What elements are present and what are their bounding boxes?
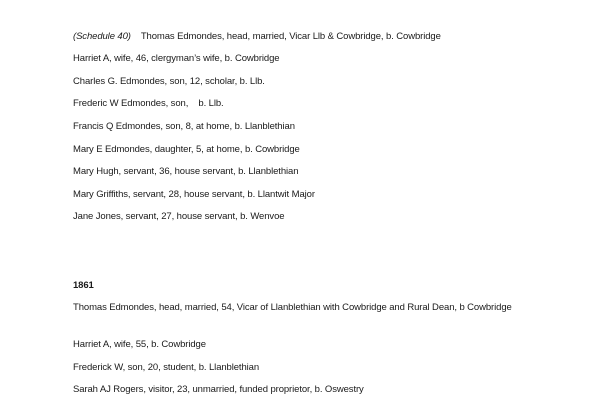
census-entry: Mary E Edmondes, daughter, 5, at home, b. Cowbridge — [73, 144, 300, 155]
census-entry: Frederic W Edmondes, son, b. Llb. — [73, 98, 224, 109]
year-heading-1861: 1861 — [73, 280, 94, 291]
census-entry: Charles G. Edmondes, son, 12, scholar, b. Llb. — [73, 76, 265, 87]
census-entry: Mary Hugh, servant, 36, house servant, b. Llanblethian — [73, 166, 299, 177]
census-entry: Mary Griffiths, servant, 28, house servant, b. Llantwit Major — [73, 189, 315, 200]
census-entry: Jane Jones, servant, 27, house servant, b. Wenvoe — [73, 211, 285, 222]
census-entry-head-1851 — [73, 30, 523, 44]
census-entry: Harriet A, wife, 46, clergyman’s wife, b. Cowbridge — [73, 53, 280, 64]
census-entry: Frederick W, son, 20, student, b. Llanblethian — [73, 362, 260, 373]
census-entry: Sarah AJ Rogers, visitor, 23, unmarried, funded proprietor, b. Oswestry — [73, 384, 364, 395]
schedule-label: (Schedule 40) — [73, 31, 131, 42]
census-entry: Francis Q Edmondes, son, 8, at home, b. Llanblethian — [73, 121, 295, 132]
census-entry-head-1861: Thomas Edmondes, head, married, 54, Vicar of Llanblethian with Cowbridge and Rural Dean, b Cowbridge — [73, 302, 512, 313]
census-entry: Harriet A, wife, 55, b. Cowbridge — [73, 339, 206, 350]
entry-text: Thomas Edmondes, head, married, Vicar Llb & Cowbridge, b. Cowbridge — [140, 31, 441, 42]
